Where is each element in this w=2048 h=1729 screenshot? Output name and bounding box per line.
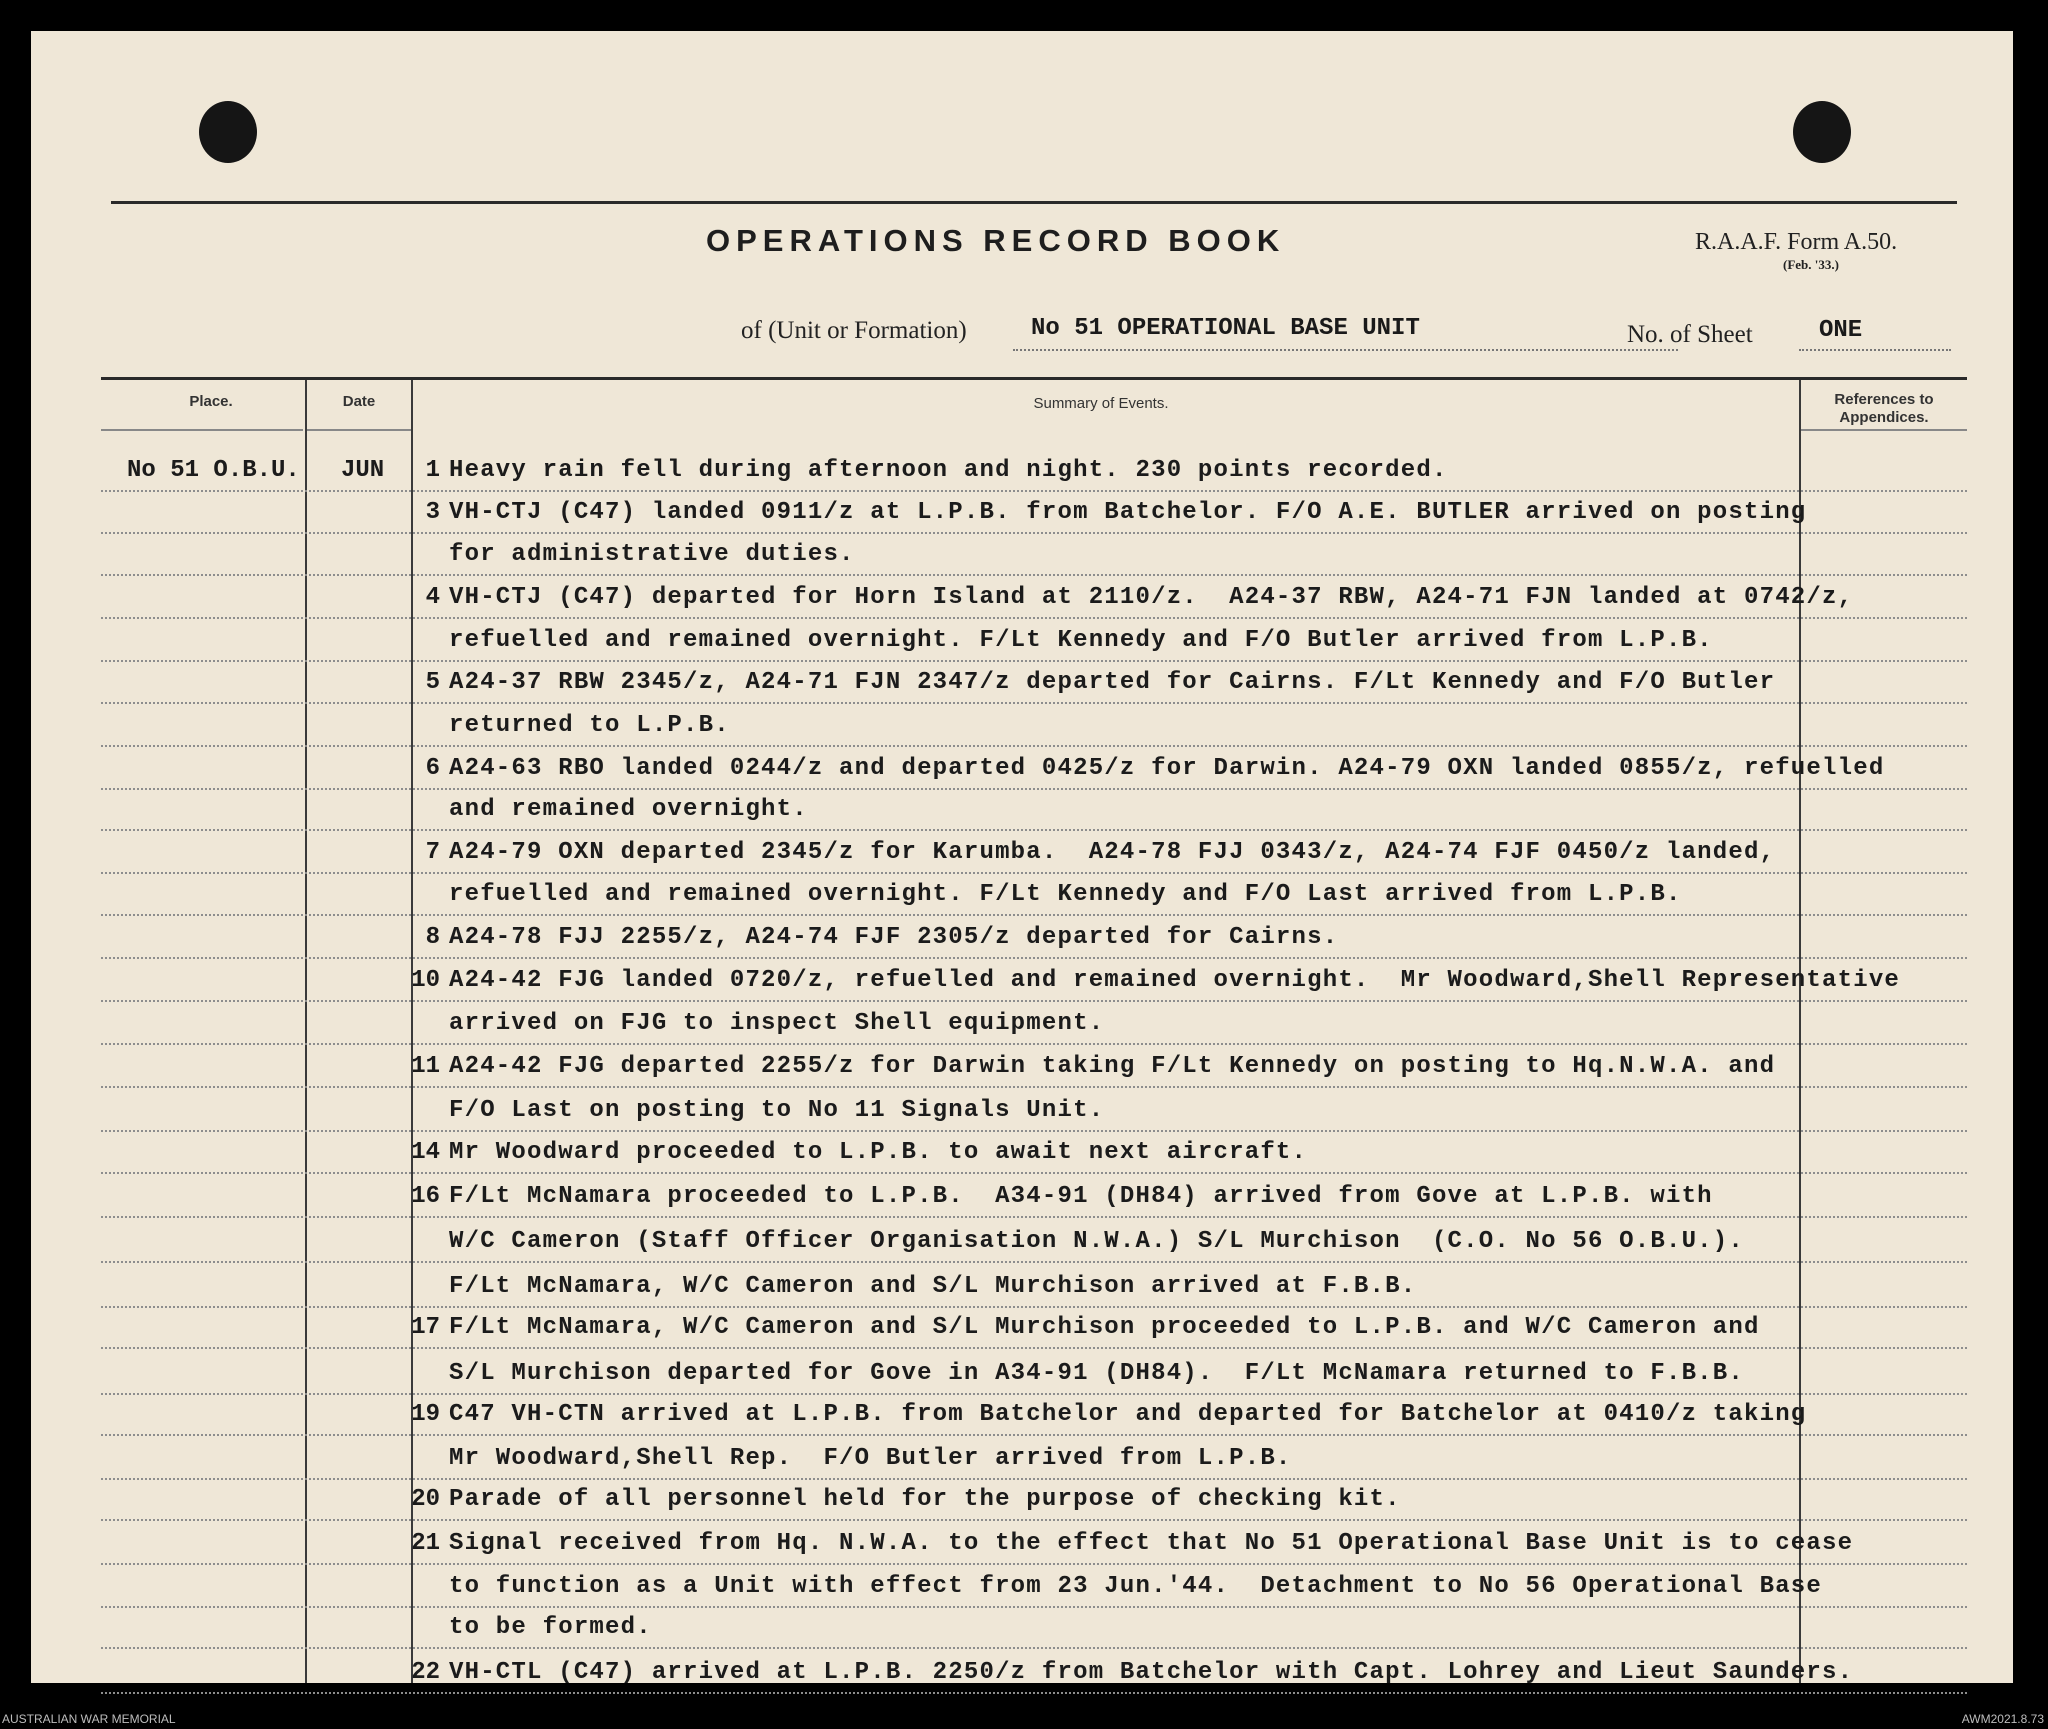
row-dotted-rule <box>101 1692 1967 1694</box>
punch-hole-left <box>199 101 257 163</box>
form-number: R.A.A.F. Form A.50. <box>1695 229 1898 255</box>
row-day: 17 <box>411 1314 440 1341</box>
row-summary: to be formed. <box>449 1614 652 1641</box>
row-summary: returned to L.P.B. <box>449 712 730 739</box>
column-header-place: Place. <box>189 393 233 410</box>
row-summary: Signal received from Hq. N.W.A. to the effect that No 51 Operational Base Unit is to cease <box>449 1530 1854 1557</box>
row-summary: for administrative duties. <box>449 541 855 568</box>
row-day: 16 <box>411 1183 440 1210</box>
table-row <box>101 1522 1967 1565</box>
column-header-summary: Summary of Events. <box>1033 395 1169 412</box>
row-day: 10 <box>411 967 440 994</box>
row-dotted-rule <box>101 1261 1967 1263</box>
row-day: 6 <box>425 755 440 782</box>
table-row <box>101 1175 1967 1218</box>
table-row <box>101 1478 1967 1521</box>
sheet-label: No. of Sheet <box>1627 321 1753 348</box>
table-row <box>101 661 1967 704</box>
row-summary: W/C Cameron (Staff Officer Organisation N.W.A.) S/L Murchison (C.O. No 56 O.B.U.). <box>449 1228 1744 1255</box>
row-summary: VH-CTL (C47) arrived at L.P.B. 2250/z from Batchelor with Capt. Lohrey and Lieut Saunders. <box>449 1659 1854 1686</box>
row-dotted-rule <box>101 1434 1967 1436</box>
table-row <box>101 831 1967 874</box>
table-row <box>101 1131 1967 1174</box>
row-day: 22 <box>411 1659 440 1686</box>
row-dotted-rule <box>101 1647 1967 1649</box>
table-row <box>101 619 1967 662</box>
row-day: 4 <box>425 584 440 611</box>
archive-credit: AUSTRALIAN WAR MEMORIAL <box>2 1712 176 1726</box>
row-day: 21 <box>411 1530 440 1557</box>
row-dotted-rule <box>101 1347 1967 1349</box>
row-day: 11 <box>411 1053 440 1080</box>
place-header-rule <box>101 429 303 431</box>
row-summary: Mr Woodward,Shell Rep. F/O Butler arrived from L.P.B. <box>449 1445 1292 1472</box>
form-date: (Feb. '33.) <box>1783 257 1839 272</box>
row-summary: A24-78 FJJ 2255/z, A24-74 FJF 2305/z departed for Cairns. <box>449 924 1339 951</box>
table-row <box>101 533 1967 576</box>
row-day: 5 <box>425 669 440 696</box>
table-top-rule <box>101 377 1967 380</box>
top-rule <box>111 201 1957 204</box>
table-row <box>101 747 1967 790</box>
row-day: 19 <box>411 1401 440 1428</box>
row-dotted-rule <box>101 1172 1967 1174</box>
punch-hole-right <box>1793 101 1851 163</box>
table-row <box>101 788 1967 831</box>
sheet-dotted-line <box>1799 349 1951 351</box>
row-summary: arrived on FJG to inspect Shell equipment. <box>449 1010 1105 1037</box>
row-day: 3 <box>425 499 440 526</box>
row-summary: VH-CTJ (C47) departed for Horn Island at 2110/z. A24-37 RBW, A24-71 FJN landed at 0742/z, <box>449 584 1854 611</box>
table-row <box>101 959 1967 1002</box>
table-row <box>101 1437 1967 1480</box>
table-row <box>101 491 1967 534</box>
table-row <box>101 1002 1967 1045</box>
row-day: 20 <box>411 1486 440 1513</box>
table-row <box>101 1393 1967 1436</box>
unit-label: of (Unit or Formation) <box>741 317 967 344</box>
table-row <box>101 449 1967 492</box>
table-row <box>101 1220 1967 1263</box>
table-row <box>101 704 1967 747</box>
date-header-rule <box>307 429 411 431</box>
table-row <box>101 1606 1967 1649</box>
row-month: JUN <box>341 457 385 484</box>
row-summary: A24-37 RBW 2345/z, A24-71 FJN 2347/z departed for Cairns. F/Lt Kennedy and F/O Butler <box>449 669 1776 696</box>
row-summary: Heavy rain fell during afternoon and night. 230 points recorded. <box>449 457 1448 484</box>
row-summary: A24-63 RBO landed 0244/z and departed 0425/z for Darwin. A24-79 OXN landed 0855/z, refuelled <box>449 755 1885 782</box>
unit-value: No 51 OPERATIONAL BASE UNIT <box>1031 315 1420 342</box>
row-dotted-rule <box>101 1216 1967 1218</box>
row-day: 14 <box>411 1139 440 1166</box>
references-header-rule <box>1801 429 1967 431</box>
column-header-references: References to Appendices. <box>1834 391 1934 426</box>
row-summary: F/Lt McNamara proceeded to L.P.B. A34-91 (DH84) arrived from Gove at L.P.B. with <box>449 1183 1713 1210</box>
table-row <box>101 1265 1967 1308</box>
row-summary: S/L Murchison departed for Gove in A34-91 (DH84). F/Lt McNamara returned to F.B.B. <box>449 1360 1744 1387</box>
table-row <box>101 1565 1967 1608</box>
row-day: 7 <box>425 839 440 866</box>
row-summary: VH-CTJ (C47) landed 0911/z at L.P.B. from Batchelor. F/O A.E. BUTLER arrived on posting <box>449 499 1807 526</box>
row-dotted-rule <box>101 1519 1967 1521</box>
row-summary: F/O Last on posting to No 11 Signals Unit. <box>449 1097 1105 1124</box>
row-summary: F/Lt McNamara, W/C Cameron and S/L Murchison arrived at F.B.B. <box>449 1273 1417 1300</box>
row-summary: refuelled and remained overnight. F/Lt Kennedy and F/O Butler arrived from L.P.B. <box>449 627 1713 654</box>
table-row <box>101 1089 1967 1132</box>
archive-reference: AWM2021.8.73 <box>1961 1712 2044 1726</box>
row-summary: refuelled and remained overnight. F/Lt Kennedy and F/O Last arrived from L.P.B. <box>449 881 1682 908</box>
row-summary: Mr Woodward proceeded to L.P.B. to await next aircraft. <box>449 1139 1308 1166</box>
table-row <box>101 1651 1967 1694</box>
table-row <box>101 576 1967 619</box>
table-row <box>101 1045 1967 1088</box>
table-row <box>101 916 1967 959</box>
row-summary: and remained overnight. <box>449 796 808 823</box>
unit-dotted-line <box>1013 349 1678 351</box>
table-row <box>101 873 1967 916</box>
row-summary: A24-79 OXN departed 2345/z for Karumba. A24-78 FJJ 0343/z, A24-74 FJF 0450/z landed, <box>449 839 1776 866</box>
row-summary: A24-42 FJG departed 2255/z for Darwin taking F/Lt Kennedy on posting to Hq.N.W.A. and <box>449 1053 1776 1080</box>
row-summary: Parade of all personnel held for the purpose of checking kit. <box>449 1486 1401 1513</box>
page-title: OPERATIONS RECORD BOOK <box>706 223 1286 258</box>
table-row <box>101 1352 1967 1395</box>
row-summary: F/Lt McNamara, W/C Cameron and S/L Murchison proceeded to L.P.B. and W/C Cameron and <box>449 1314 1760 1341</box>
sheet-value: ONE <box>1819 317 1863 344</box>
table-row <box>101 1306 1967 1349</box>
row-day: 8 <box>425 924 440 951</box>
row-summary: C47 VH-CTN arrived at L.P.B. from Batchelor and departed for Batchelor at 0410/z taking <box>449 1401 1807 1428</box>
record-sheet <box>31 31 2013 1686</box>
row-dotted-rule <box>101 1086 1967 1088</box>
row-summary: A24-42 FJG landed 0720/z, refuelled and remained overnight. Mr Woodward,Shell Representative <box>449 967 1901 994</box>
row-place: No 51 O.B.U. <box>127 457 300 484</box>
row-summary: to function as a Unit with effect from 23 Jun.'44. Detachment to No 56 Operational Base <box>449 1573 1823 1600</box>
row-day: 1 <box>425 457 440 484</box>
column-header-date: Date <box>342 393 376 410</box>
